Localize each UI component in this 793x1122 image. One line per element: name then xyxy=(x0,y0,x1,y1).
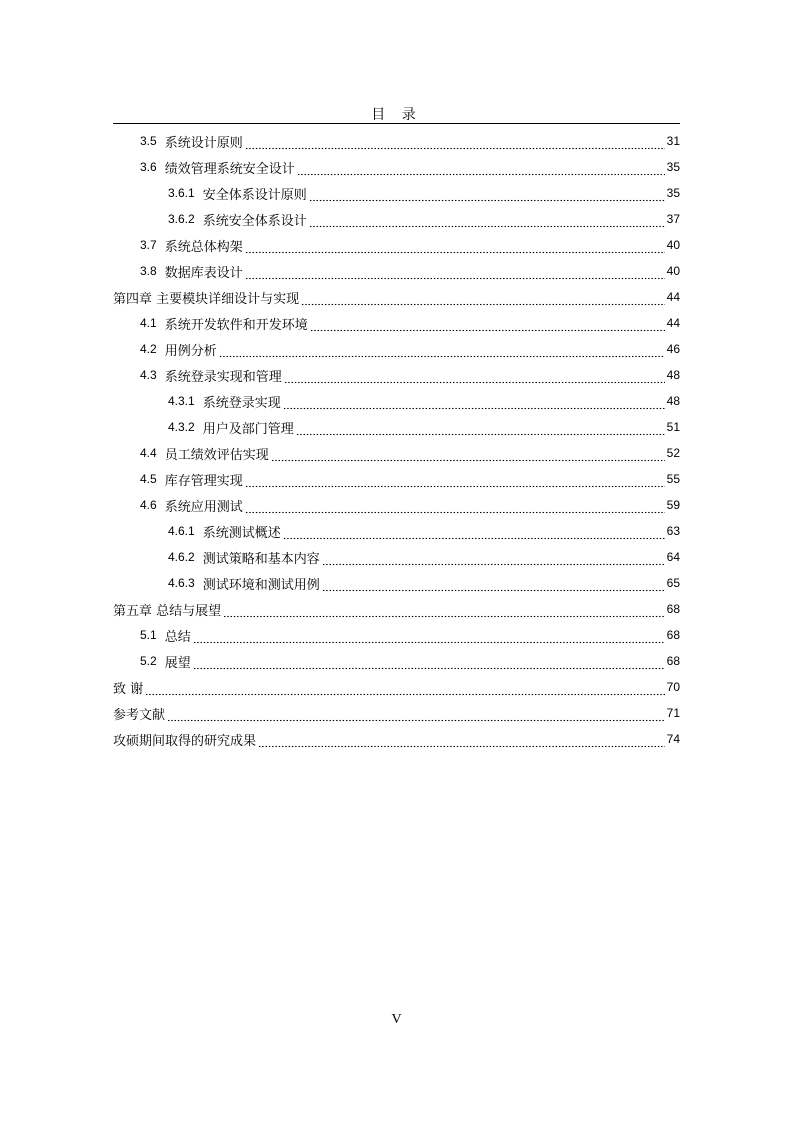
table-of-contents xyxy=(113,128,680,752)
toc-entry[interactable] xyxy=(113,154,680,180)
toc-entry-title: 总结 xyxy=(164,629,191,645)
toc-entry[interactable] xyxy=(113,180,680,206)
toc-entry-number: 4.1 xyxy=(140,316,157,330)
toc-entry[interactable] xyxy=(113,284,680,310)
toc-entry[interactable] xyxy=(113,206,680,232)
toc-entry-number: 4.6.3 xyxy=(168,576,195,590)
toc-entry-page: 35 xyxy=(666,186,680,200)
toc-leader-dots xyxy=(258,734,665,748)
toc-entry[interactable] xyxy=(113,388,680,414)
toc-entry-title: 用例分析 xyxy=(164,343,217,359)
toc-entry[interactable] xyxy=(113,570,680,596)
toc-leader-dots xyxy=(193,630,665,644)
toc-entry-page: 55 xyxy=(666,472,680,486)
toc-leader-dots xyxy=(322,578,665,592)
toc-entry-number: 4.3.1 xyxy=(168,394,195,408)
toc-entry-title: 绩效管理系统安全设计 xyxy=(164,161,295,177)
toc-entry[interactable] xyxy=(113,258,680,284)
toc-entry[interactable] xyxy=(113,362,680,388)
toc-leader-dots xyxy=(297,162,665,176)
toc-entry-number: 4.3.2 xyxy=(168,420,195,434)
toc-entry-title: 系统登录实现和管理 xyxy=(164,369,282,385)
toc-entry-title: 展望 xyxy=(164,655,191,671)
toc-entry-title: 员工绩效评估实现 xyxy=(164,447,269,463)
toc-entry-number: 4.6.1 xyxy=(168,524,195,538)
page-number: V xyxy=(391,1012,402,1027)
toc-entry-number: 3.6.1 xyxy=(168,186,195,200)
toc-entry-number: 4.2 xyxy=(140,342,157,356)
toc-entry-title: 库存管理实现 xyxy=(164,473,243,489)
toc-entry-number: 5.1 xyxy=(140,628,157,642)
toc-entry-number: 3.8 xyxy=(140,264,157,278)
toc-entry-page: 52 xyxy=(666,446,680,460)
toc-leader-dots xyxy=(309,188,665,202)
toc-entry[interactable] xyxy=(113,414,680,440)
toc-entry[interactable] xyxy=(113,544,680,570)
toc-entry-page: 63 xyxy=(666,524,680,538)
toc-leader-dots xyxy=(193,656,665,670)
toc-entry-title: 第五章 总结与展望 xyxy=(113,603,222,619)
toc-heading: 目 录 xyxy=(371,107,422,123)
toc-entry-title: 系统登录实现 xyxy=(202,395,281,411)
toc-entry-page: 31 xyxy=(666,134,680,148)
toc-leader-dots xyxy=(296,422,665,436)
toc-entry-title: 系统应用测试 xyxy=(164,499,243,515)
toc-entry[interactable] xyxy=(113,128,680,154)
toc-entry-page: 40 xyxy=(666,238,680,252)
toc-entry-page: 51 xyxy=(666,420,680,434)
toc-entry-title: 测试策略和基本内容 xyxy=(202,551,320,567)
toc-entry-number: 4.6.2 xyxy=(168,550,195,564)
toc-entry-number: 3.7 xyxy=(140,238,157,252)
toc-entry-title: 系统测试概述 xyxy=(202,525,281,541)
toc-leader-dots xyxy=(219,344,665,358)
toc-entry-page: 44 xyxy=(666,290,680,304)
toc-entry-title: 测试环境和测试用例 xyxy=(202,577,320,593)
toc-leader-dots xyxy=(301,292,665,306)
toc-entry-page: 68 xyxy=(666,654,680,668)
toc-leader-dots xyxy=(245,266,665,280)
toc-entry[interactable] xyxy=(113,466,680,492)
toc-entry[interactable] xyxy=(113,518,680,544)
toc-entry-number: 4.5 xyxy=(140,472,157,486)
toc-leader-dots xyxy=(167,708,665,722)
toc-entry-page: 68 xyxy=(666,628,680,642)
toc-entry-number: 3.5 xyxy=(140,134,157,148)
toc-entry-title: 系统总体构架 xyxy=(164,239,243,255)
toc-leader-dots xyxy=(322,552,665,566)
toc-entry-page: 70 xyxy=(666,680,680,694)
toc-leader-dots xyxy=(309,214,665,228)
toc-entry-number: 4.6 xyxy=(140,498,157,512)
toc-entry-number: 4.3 xyxy=(140,368,157,382)
toc-entry[interactable] xyxy=(113,336,680,362)
toc-leader-dots xyxy=(310,318,665,332)
toc-entry-page: 40 xyxy=(666,264,680,278)
toc-leader-dots xyxy=(223,604,665,618)
toc-entry-title: 数据库表设计 xyxy=(164,265,243,281)
toc-entry[interactable] xyxy=(113,492,680,518)
header-divider xyxy=(113,123,680,124)
toc-entry-page: 68 xyxy=(666,602,680,616)
toc-entry-number: 3.6 xyxy=(140,160,157,174)
toc-entry-title: 参考文献 xyxy=(113,707,166,723)
toc-entry-page: 48 xyxy=(666,394,680,408)
toc-entry-title: 致 谢 xyxy=(113,681,144,697)
toc-entry[interactable] xyxy=(113,726,680,752)
toc-entry[interactable] xyxy=(113,232,680,258)
toc-leader-dots xyxy=(245,500,665,514)
toc-entry-number: 3.6.2 xyxy=(168,212,195,226)
toc-entry[interactable] xyxy=(113,648,680,674)
toc-entry-title: 攻硕期间取得的研究成果 xyxy=(113,733,257,749)
toc-entry[interactable] xyxy=(113,310,680,336)
toc-entry-page: 65 xyxy=(666,576,680,590)
toc-entry[interactable] xyxy=(113,596,680,622)
toc-entry-title: 系统设计原则 xyxy=(164,135,243,151)
toc-leader-dots xyxy=(245,240,665,254)
toc-entry-title: 系统开发软件和开发环境 xyxy=(164,317,308,333)
toc-leader-dots xyxy=(283,526,665,540)
toc-leader-dots xyxy=(245,136,665,150)
toc-entry-page: 59 xyxy=(666,498,680,512)
toc-entry-page: 46 xyxy=(666,342,680,356)
toc-entry-page: 74 xyxy=(666,732,680,746)
toc-leader-dots xyxy=(284,370,665,384)
toc-entry[interactable] xyxy=(113,440,680,466)
toc-entry[interactable] xyxy=(113,622,680,648)
toc-leader-dots xyxy=(283,396,665,410)
toc-entry-title: 用户及部门管理 xyxy=(202,421,294,437)
toc-entry-number: 4.4 xyxy=(140,446,157,460)
toc-entry-title: 安全体系设计原则 xyxy=(202,187,307,203)
toc-entry-page: 64 xyxy=(666,550,680,564)
toc-entry-title: 系统安全体系设计 xyxy=(202,213,307,229)
toc-leader-dots xyxy=(145,682,665,696)
toc-leader-dots xyxy=(245,474,665,488)
toc-entry-page: 37 xyxy=(666,212,680,226)
toc-entry-page: 71 xyxy=(666,706,680,720)
toc-entry-page: 48 xyxy=(666,368,680,382)
toc-entry[interactable] xyxy=(113,700,680,726)
toc-entry-title: 第四章 主要模块详细设计与实现 xyxy=(113,291,300,307)
toc-entry[interactable] xyxy=(113,674,680,700)
toc-leader-dots xyxy=(271,448,665,462)
toc-entry-page: 44 xyxy=(666,316,680,330)
toc-entry-page: 35 xyxy=(666,160,680,174)
toc-entry-number: 5.2 xyxy=(140,654,157,668)
